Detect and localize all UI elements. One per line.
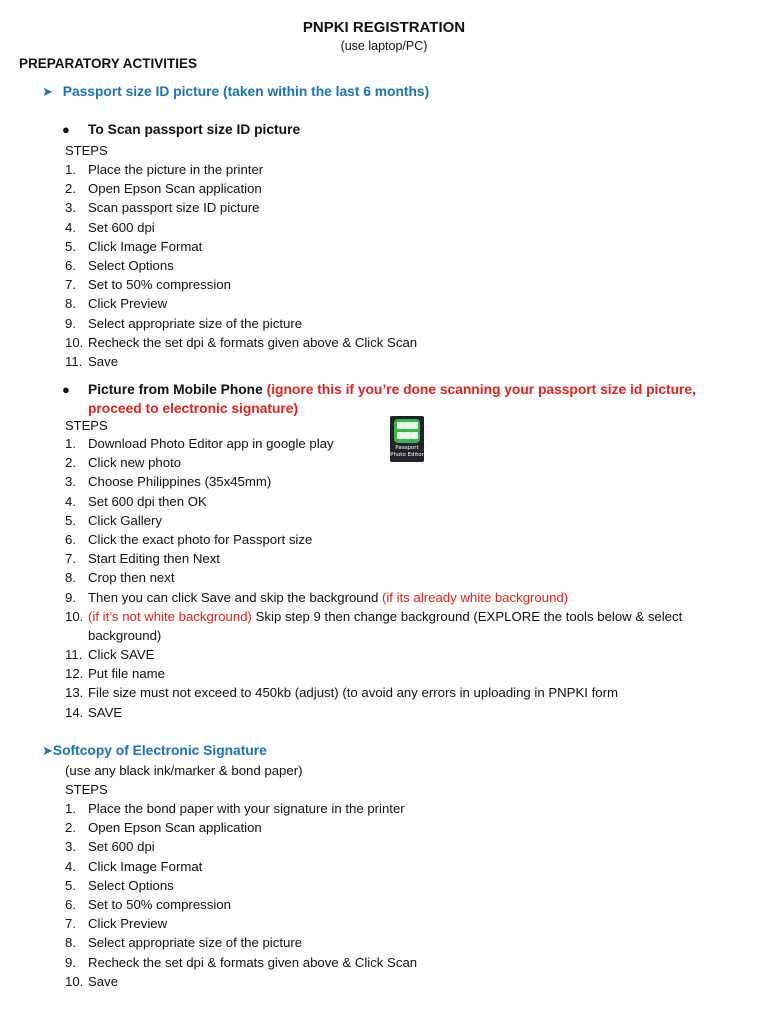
list-item: 9. Select appropriate size of the picture [65,315,303,331]
list-item: 4. Click Image Format [65,858,203,874]
mobile-subheading [62,381,752,418]
scan-subheading [62,121,752,140]
signature-note: (use any black ink/marker & bond paper) [65,763,303,778]
signature-steps-label: STEPS [65,782,108,797]
page-title: PNPKI REGISTRATION [302,19,466,36]
mobile-steps-list [0,434,740,722]
list-item: 14. SAVE [65,704,123,720]
list-item: 5. Click Image Format [65,238,203,254]
list-item: 7. Start Editing then Next [65,551,220,567]
list-item: 10. (if it’s not white background) Skip step 9 then change background (EXPLORE the tools below & select background) [65,608,683,643]
list-item: 6. Select Options [65,257,174,273]
list-item: 3. Set 600 dpi [65,839,155,855]
mobile-steps-label: STEPS [65,418,108,433]
list-item: 5. Click Gallery [65,512,163,528]
list-item: 11. Click SAVE [65,647,155,663]
section-passport-heading-text: Passport size ID picture (taken within the last 6 months) [62,84,430,99]
app-icon-label: Passport Photo Editor [390,445,424,458]
step9-note: (if its already white background) [381,589,569,605]
section-passport-heading [42,83,429,101]
list-item: 4. Set 600 dpi [65,219,155,235]
scan-steps-list [0,160,740,371]
bullet-dot-icon: ● [62,122,70,137]
list-item: 3. Choose Philippines (35x45mm) [65,474,272,490]
list-item: 7. Set to 50% compression [65,277,231,293]
list-item: 8. Click Preview [65,296,168,312]
list-item: 10. Recheck the set dpi & formats given above & Click Scan [65,334,418,350]
list-item: 1. Download Photo Editor app in google play [65,436,334,451]
list-item: 4. Set 600 dpi then OK [65,493,207,509]
list-item: 9. Recheck the set dpi & formats given above & Click Scan [65,954,418,970]
list-item: 11. Save [65,353,119,369]
list-item: 7. Click Preview [65,916,168,932]
list-item: 12. Put file name [65,666,165,682]
list-item: 1. Place the picture in the printer [65,162,264,177]
mobile-subheading-note: (ignore this if you’re done scanning your passport size id picture, proceed to electronic signature) [88,382,696,416]
list-item: 8. Crop then next [65,570,175,586]
signature-steps-list [0,799,740,991]
list-item: 5. Select Options [65,877,174,893]
scan-subheading-text: To Scan passport size ID picture [88,122,301,137]
list-item: 2. Open Epson Scan application [65,181,262,197]
list-item: 6. Click the exact photo for Passport size [65,531,313,547]
bullet-dot-icon: ● [62,382,70,397]
scan-steps-label: STEPS [65,143,108,158]
list-item: 2. Click new photo [65,455,182,471]
list-item: 9. Then you can click Save and skip the background (if its already white background) [65,589,569,605]
list-item: 8. Select appropriate size of the picture [65,935,303,951]
step10-prefix: (if it’s not white background) [88,608,252,624]
section-signature-heading [42,742,267,760]
list-item: 10. Save [65,973,119,989]
arrowhead-icon: ➤ [42,743,53,758]
preparatory-heading: PREPARATORY ACTIVITIES [19,56,198,71]
arrowhead-icon: ➤ [42,84,53,99]
section-signature-heading-text: Softcopy of Electronic Signature [52,743,267,758]
list-item: 2. Open Epson Scan application [65,820,262,836]
list-item: 3. Scan passport size ID picture [65,200,260,216]
mobile-subheading-text: Picture from Mobile Phone [88,382,263,397]
list-item: 6. Set to 50% compression [65,896,231,912]
page-subtitle: (use laptop/PC) [340,39,428,53]
list-item: 13. File size must not exceed to 450kb (adjust) (to avoid any errors in uploading in PNPKI form [65,685,618,701]
list-item: 1. Place the bond paper with your signature in the printer [65,801,405,816]
